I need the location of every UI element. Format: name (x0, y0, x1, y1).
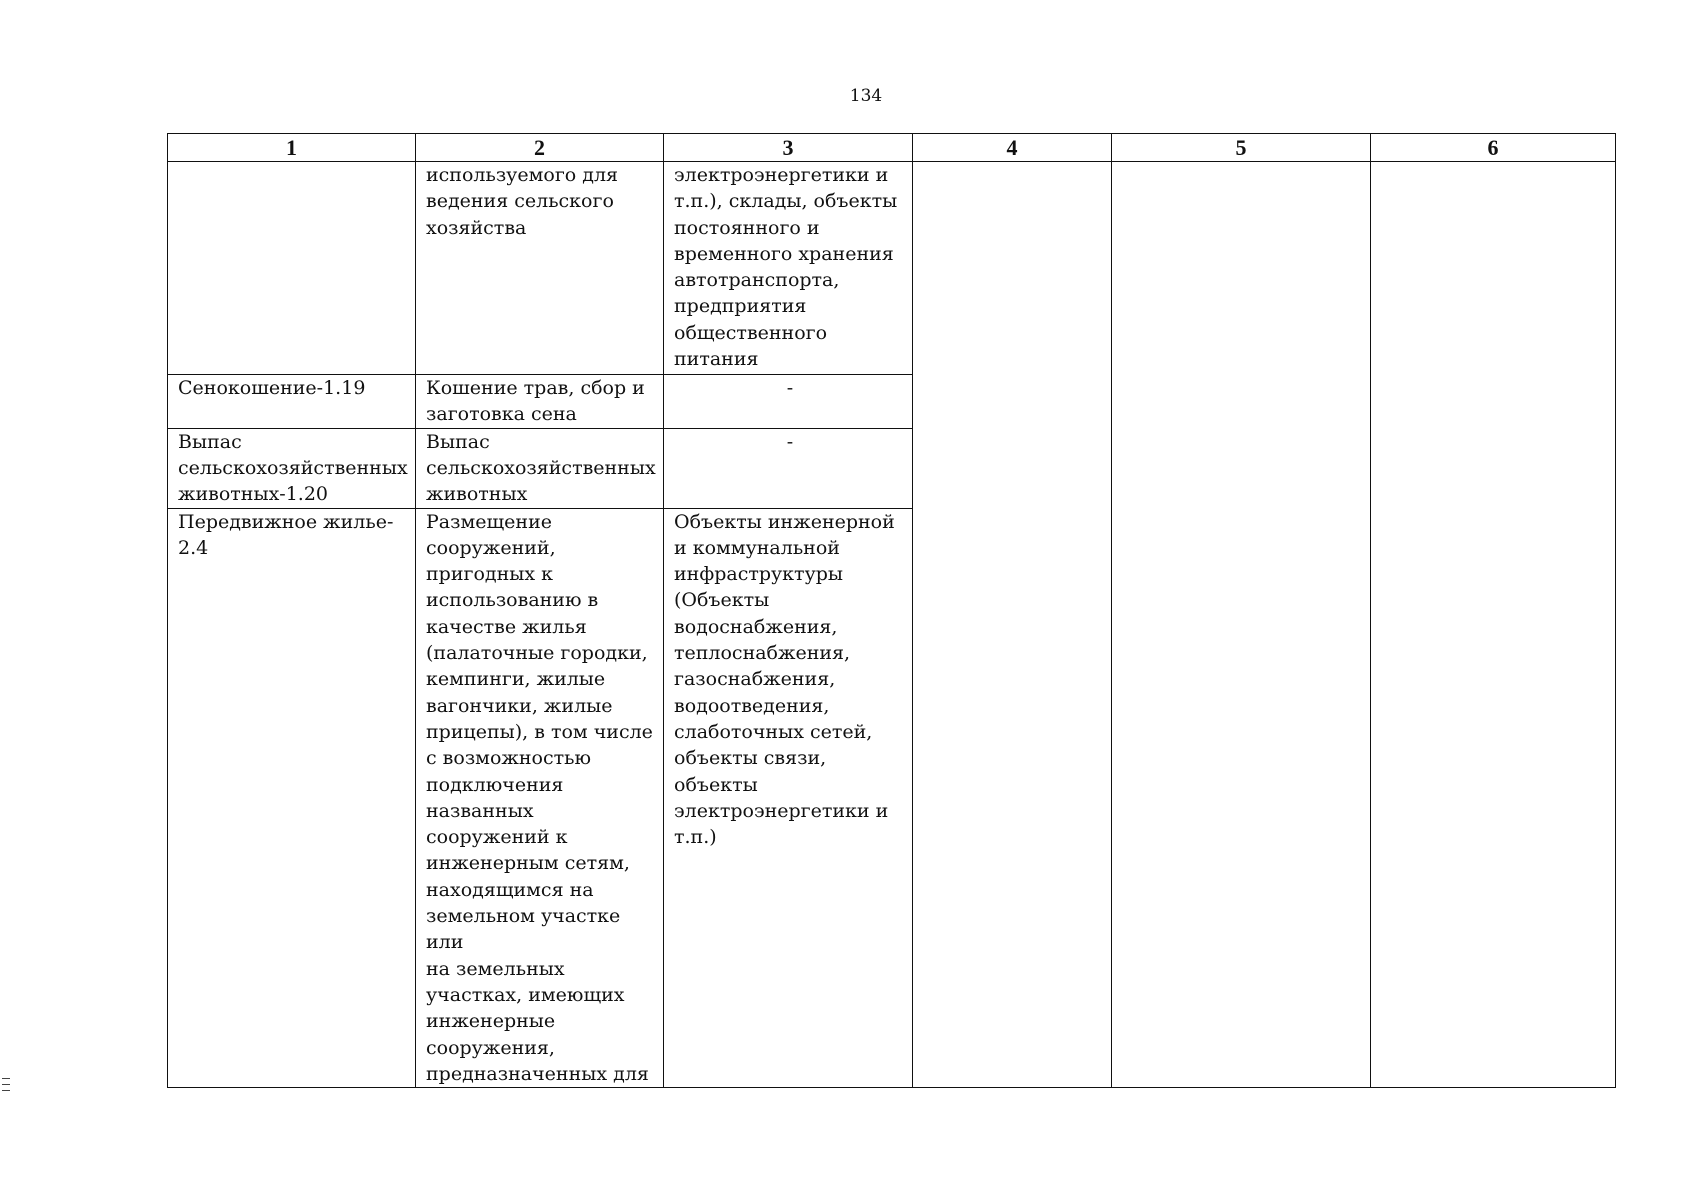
column-header-5: 5 (1112, 134, 1371, 162)
column-header-3: 3 (664, 134, 913, 162)
use-description-cell: используемого для ведения сельского хозяйства (416, 162, 664, 375)
auxiliary-use-cell: - (664, 428, 913, 508)
scan-edge-mark (2, 1078, 10, 1098)
use-description-cell: Выпас сельскохозяйственных животных (416, 428, 664, 508)
use-type-cell (168, 162, 416, 375)
column-5-cell (1112, 162, 1371, 1088)
column-header-2: 2 (416, 134, 664, 162)
use-type-cell: Передвижное жилье- 2.4 (168, 508, 416, 1088)
column-header-1: 1 (168, 134, 416, 162)
auxiliary-use-cell: - (664, 375, 913, 429)
auxiliary-use-cell: Объекты инженерной и коммунальной инфраструктуры (Объекты водоснабжения, теплоснабжения, газоснабжения, водоотведения, слаботочных сетей, объекты связи, объекты электроэнергетики и т.п.) (664, 508, 913, 1088)
column-6-cell (1371, 162, 1616, 1088)
use-type-cell: Сенокошение-1.19 (168, 375, 416, 429)
auxiliary-use-cell: электроэнергетики и т.п.), склады, объекты постоянного и временного хранения автотранспорта, предприятия общественного питания (664, 162, 913, 375)
page-number: 134 (849, 86, 883, 106)
column-header-4: 4 (913, 134, 1112, 162)
header-row (168, 134, 1616, 162)
permitted-use-table (167, 133, 1616, 1088)
use-description-cell: Кошение трав, сбор и заготовка сена (416, 375, 664, 429)
use-description-cell: Размещение сооружений, пригодных к использованию в качестве жилья (палаточные городки, кемпинги, жилые вагончики, жилые прицепы), в том числе с возможностью подключения названных сооружений к инженерным сетям, находящимся на земельном участке или на земельных участках, имеющих инженерные сооружения, предназначенных для (416, 508, 664, 1088)
column-header-6: 6 (1371, 134, 1616, 162)
table-row (168, 162, 1616, 375)
use-type-cell: Выпас сельскохозяйственных животных-1.20 (168, 428, 416, 508)
column-4-cell (913, 162, 1112, 1088)
